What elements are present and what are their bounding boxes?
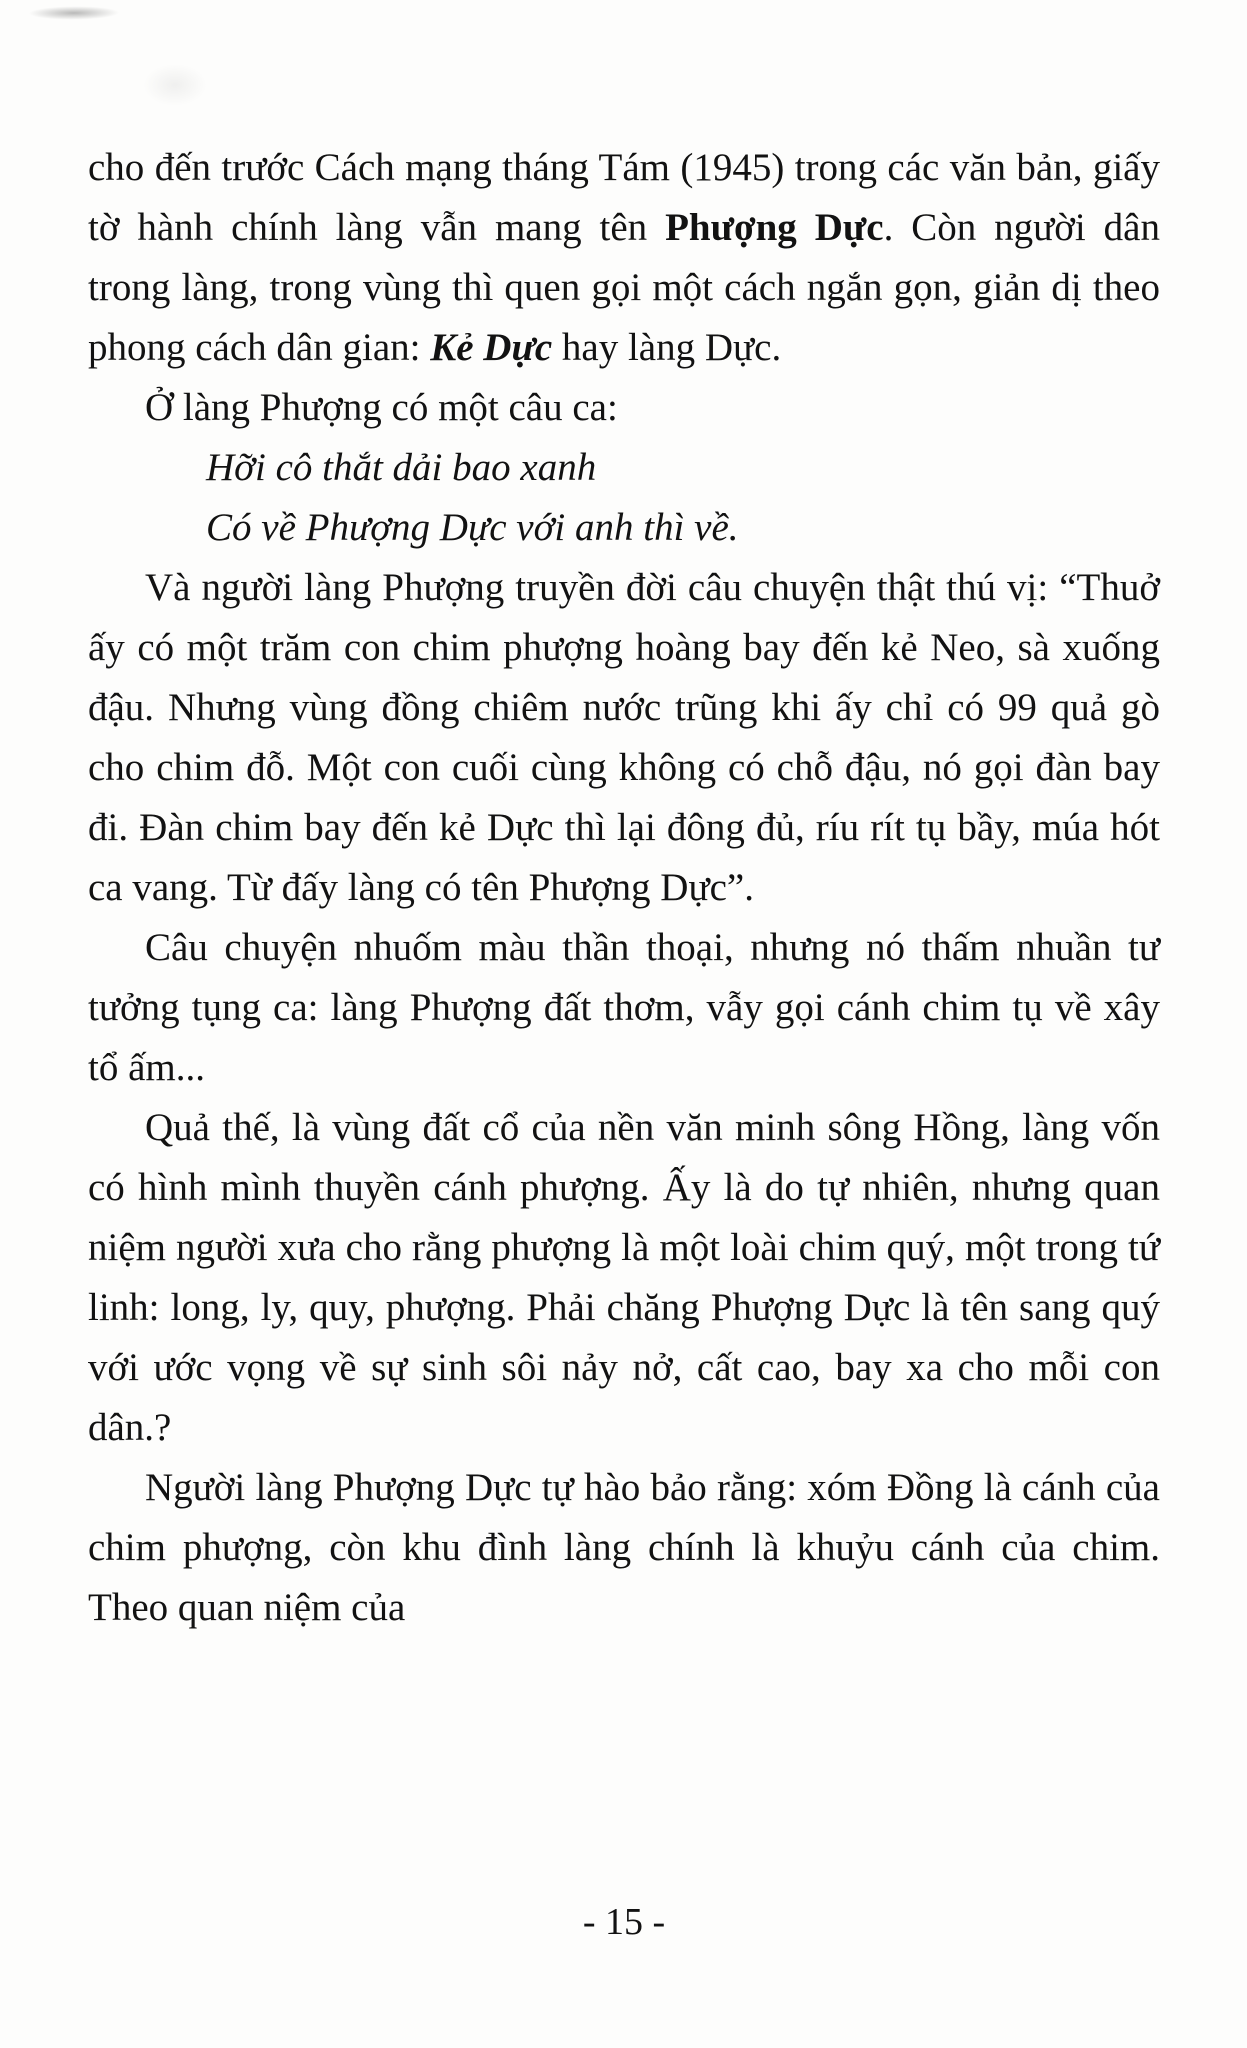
text-run: Và người làng Phượng truyền đời câu chuyện thật thú vị: “Thuở ấy có một trăm con chim phượng hoàng bay đến kẻ Neo, sà xuống đậu. Nhưng vùng đồng chiêm nước trũng khi ấy chỉ có 99 quả gò cho chim đỗ. Một con cuối cùng không có chỗ đậu, nó gọi đàn bay đi. Đàn chim bay đến kẻ Dực thì lại đông đủ, ríu rít tụ bầy, múa hót ca vang. Từ đấy làng có tên Phượng Dực”. xyxy=(88,566,1160,909)
page-text xyxy=(88,138,1160,1638)
poem-line xyxy=(206,438,1160,498)
text-run: Người làng Phượng Dực tự hào bảo rằng: xóm Đồng là cánh của chim phượng, còn khu đình làng chính là khuỷu cánh của chim. Theo quan niệm của xyxy=(88,1466,1160,1629)
page-number: - 15 - xyxy=(582,1901,666,1943)
text-run: Có về Phượng Dực với anh thì về. xyxy=(206,506,739,549)
body-paragraph xyxy=(88,918,1160,1098)
poem-line xyxy=(206,498,1160,558)
body-paragraph xyxy=(88,558,1160,918)
scan-artifact xyxy=(130,55,220,115)
text-run: . Còn người dân trong làng, trong vùng thì quen gọi một cách ngắn gọn, giản dị theo phong cách dân gian: xyxy=(88,206,1160,369)
text-run: Hỡi cô thắt dải bao xanh xyxy=(206,446,597,489)
body-paragraph xyxy=(88,1098,1160,1458)
body-paragraph xyxy=(88,138,1160,378)
text-run: Phượng Dực xyxy=(665,206,884,249)
scan-artifact xyxy=(11,4,138,22)
body-paragraph xyxy=(88,1458,1160,1638)
text-run: Quả thế, là vùng đất cổ của nền văn minh sông Hồng, làng vốn có hình mình thuyền cánh phượng. Ấy là do tự nhiên, nhưng quan niệm người xưa cho rằng phượng là một loài chim quý, một trong tứ linh: long, ly, quy, phượng. Phải chăng Phượng Dực là tên sang quý với ước vọng về sự sinh sôi nảy nở, cất cao, bay xa cho mỗi con dân.? xyxy=(88,1106,1160,1449)
body-paragraph xyxy=(88,378,1160,438)
text-run: hay làng Dực. xyxy=(552,326,782,369)
text-run: cho đến trước Cách mạng tháng Tám (1945) trong các văn bản, giấy tờ hành chính làng vẫn mang tên xyxy=(88,146,1160,249)
text-run: Kẻ Dực xyxy=(430,326,553,369)
text-run: Ở làng Phượng có một câu ca: xyxy=(145,386,618,429)
text-run: Câu chuyện nhuốm màu thần thoại, nhưng nó thấm nhuần tư tưởng tụng ca: làng Phượng đất thơm, vẫy gọi cánh chim tụ về xây tổ ấm... xyxy=(88,926,1160,1089)
